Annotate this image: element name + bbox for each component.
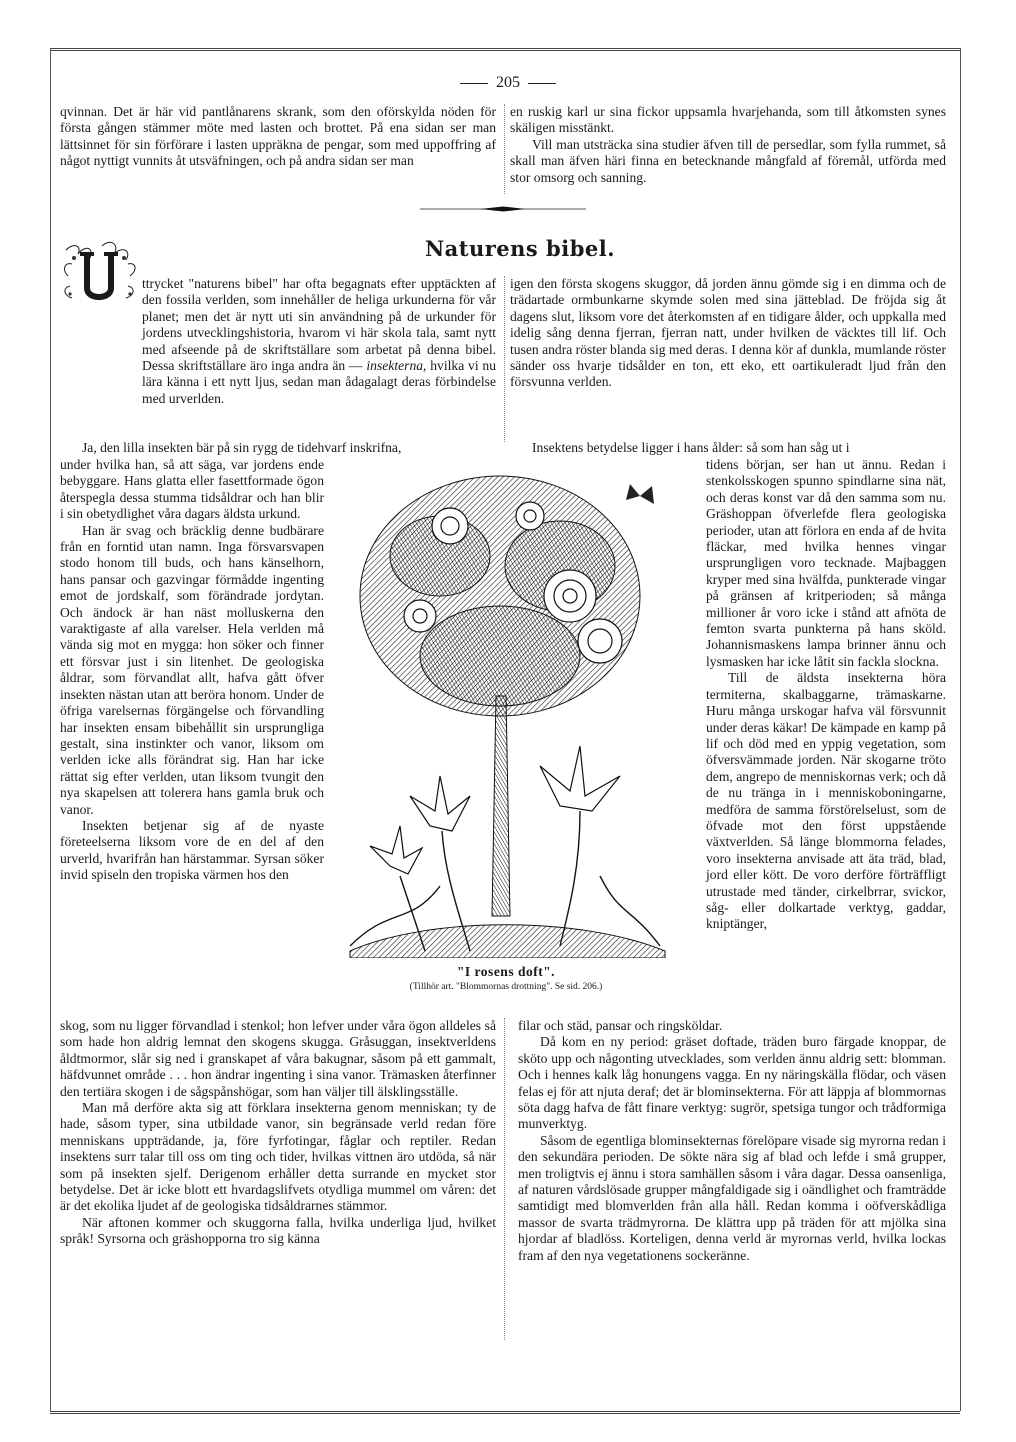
top-left-paragraph: qvinnan. Det är här vid pantlånarens skrank, som den oförskylda nöden för första gången stämmer möte med lasten och brottet. På ena sidan ser man lättsinnet för sin förförare i lasten uppräkna de pengar, som med uppoffring af något nyttigt vunnits åt utsväfningen, och på andra sidan ser man bbox=[60, 104, 496, 169]
bottom-left-column bbox=[60, 1018, 496, 1248]
top-left-column bbox=[60, 104, 496, 170]
bottom-right-paragraph-1: filar och städ, pansar och ringsköldar. bbox=[518, 1018, 723, 1033]
left-narrow-paragraph-2: Han är svag och bräcklig denne budbärare från en forntid utan namn. Inga försvarsvapen stodo honom till buds, och hans känselhorn, hans pansar och gazvingar förmådde ingenting emot de jordskalf, som förändrade jordytan. Och ändock är han näst molluskerna den varaktigaste af alla varelser. Hela verlden må vända sig mot en mygga: hon söker och finner ett försvar just i sin litenhet. De geologiska åldrar, som förvandlat allt, hafva gått öfver insekten nästan utan att beröra honom. Under de öfriga varelsernas förgängelse och förvandling har insekten ensam bibehållit sin ursprungliga gestalt, sina instinkter och vanor, liksom om verlden icke alls förändrat sig. Han har icke rättat sig efter verlden, utan liksom tvungit den nya skapelsen att tolerera hans gamla bruk och vanor. bbox=[60, 522, 324, 817]
bottom-left-paragraph-3: När aftonen kommer och skuggorna falla, hvilka underliga ljud, hvilket språk! Syrsorna och gräshopporna tro sig känna bbox=[60, 1214, 496, 1247]
frame-line-left bbox=[50, 48, 51, 1411]
bottom-left-paragraph-2: Man må derföre akta sig att förklara insekterna genom menniskan; ty de hade, såsom typer, sina utbildade vanor, sin begränsade verld redan före menniskans uppträdande, ja, före fyrfotingar, fåglar och reptiler. Redan insektens surr talar till oss om ting och tider, hvilkas vittnen äro utdöda, så när som på insekten sjelf. Derigenom erhåller detta surrande en mycket stor betydelse. Det är icke blott ett hvardagslifvets otydliga mummel om våren: det är det ekolika ljudet af de geologiska tidsåldrarnes stämmor. bbox=[60, 1100, 496, 1214]
page-number-text: 205 bbox=[496, 74, 520, 91]
frame-line-right bbox=[960, 48, 961, 1411]
right-narrow-paragraph-1: tidens början, ser han ut ännu. Redan i stenkolsskogen spunno spindlarne sina nät, och deras konst var då den samma som nu. Gräshoppan öfverlefde flera geologiska perioder, utan att förlora en enda af de hvita fläckar, med hvilka hennes vingar ursprungligen voro tecknade. Majbaggen kryper med sina hvälfda, punkterade vingar på gränsen af kritperioden; så många millioner år voro icke i stånd att afnöta de femton svarta punkterna på hans sköld. Johannismaskens lampa brinner ännu och lysmasken har icke låtit sin fackla slockna. bbox=[706, 457, 946, 669]
intro-paragraph: ttrycket "naturens bibel" har ofta begagnats efter upptäckten af den fossila verlden, som innehåller de heliga urkunderna för vår planet; men det är nytt uti sin användning på de urkunder för jordens utvecklingshistoria, hvarom vi här skola tala, samt nytt med afseende på de skriftställare som arbetat på denna bibel. Dessa skriftställare äro inga andra än — insekterna, hvilka vi nu lära känna i ett nytt ljus, sedan man ådagalagt deras förbindelse med urverlden. bbox=[142, 276, 496, 406]
rose-tree-illustration bbox=[330, 446, 682, 958]
caption-source: (Tillhör art. "Blommornas drottning". Se sid. 206.) bbox=[409, 982, 603, 992]
illustration-caption bbox=[330, 964, 682, 992]
column-divider-top bbox=[504, 104, 505, 194]
left-narrow-paragraph-1: under hvilka han, så att säga, var jordens ende bebyggare. Hans glatta eller fasettformade ögon återspegla dessa stumma tidsåldrar och han blir i sin obetydlighet våra dagars äldsta urkund. bbox=[60, 457, 324, 522]
top-right-paragraph-2: Vill man utsträcka sina studier äfven till de persedlar, som fylla rummet, så skall man äfven häri finna en betecknande mångfald af föremål, utförda med stor omsorg och sanning. bbox=[510, 136, 946, 185]
bottom-right-paragraph-3: Såsom de egentliga blominsekternas förelöpare visade sig myrorna redan i den sekundära perioden. De sökte nära sig af blad och lefde i små grupper, men troligtvis ej ännu i stora samhällen såsom i våra dagar. Dessa oansenliga, af naturen vårdslösade grupper mångfaldigade sig i oändlighet och framträdde samtidigt med blomverlden från alla håll. Redan komma i oöfverskådliga massor de svarta trädmyrorna. De klättra upp på träden för att mjölka sina hjordar af bladlöss. Korteligen, denna verld är myrornas verld, hvilka lockas fram af den nya vegetationens sockeränne. bbox=[518, 1132, 946, 1263]
ornament-rule bbox=[420, 206, 586, 212]
left-line-text: Ja, den lilla insekten bär på sin rygg de tidehvarf inskrifna, bbox=[82, 440, 402, 455]
column-divider-bottom bbox=[504, 1018, 505, 1340]
left-narrow-column bbox=[60, 457, 324, 884]
bottom-right-column bbox=[518, 1018, 946, 1264]
article-title: Naturens bibel. bbox=[424, 236, 616, 261]
caption-title: "I rosens doft". bbox=[456, 964, 556, 979]
bottom-left-paragraph-1: skog, som nu ligger förvandlad i stenkol; hon lefver under våra ögon alldeles så som hade hon aldrig lemnat den skogens skugga. Gråsuggan, insektverldens åldtmormor, slår sig ned i granskapet af våra bakugnar, såsom på ett gammalt, häfdvunnet område . . . hon ändrar ingenting i sina vanor. Trämasken återfinner den tertiära skogen i de sågspånshögar, som han väljer till älsklingsställe. bbox=[60, 1018, 496, 1099]
top-right-paragraph-1: en ruskig karl ur sina fickor uppsamla hvarjehanda, som till åtkomsten synes skäligen misstänkt. bbox=[510, 104, 946, 136]
left-narrow-paragraph-3: Insekten betjenar sig af de nyaste företeelserna liksom vore de en del af den urverld, hvarifrån han härstammar. Syrsan söker invid spiseln den tropiska värmen hos den bbox=[60, 817, 324, 883]
column-divider-intro bbox=[504, 276, 505, 442]
right-line-text: Insektens betydelse ligger i hans ålder: så som han såg ut i bbox=[532, 440, 850, 455]
bottom-right-paragraph-2: Då kom en ny period: gräset doftade, träden buro färgade knoppar, de sköto upp och någonting utvecklades, som verlden ännu aldrig sett: blomman. Och i hennes kalk låg honungens vagga. En ny näringskälla flödar, och väsen felas ej för att njuta deraf; det är blominsekterna. För att läppja af blommornas söta dagg hafva de fått finare verktyg: sugrör, spetsiga tungor och trådformiga munverktyg. bbox=[518, 1034, 946, 1132]
top-right-column bbox=[510, 104, 946, 186]
intro-left bbox=[60, 276, 496, 407]
intro-right-paragraph: igen den första skogens skuggor, då jorden ännu gömde sig i en dimma och de trädartade ormbunkarne skymde solen med sina jätteblad. De fröjda sig åt dagens slut, liksom vore det återkomsten af en tidigare ålder, och uppkalla med idelig sång denna fjerran, fjerran natt, under hvilken de väcktes till lif. Och tusen andra röster blanda sig med deras. I denna kör af dunkla, mumlande röster sänder oss hvarje tidsålder en ton, ett eko, ett oartikuleradt ljud från den försvunna verlden. bbox=[510, 276, 946, 390]
page-number bbox=[0, 74, 1016, 92]
right-narrow-column bbox=[706, 457, 946, 933]
right-narrow-paragraph-2: Till de äldsta insekterna höra termiterna, skalbaggarne, trämaskarne. Huru många urskogar hafva väl försvunnit under deras käkar! De kämpade en kamp på lif och död med en yppig vegetation, som öfversvämmade jorden. När skogarne tröto dem, angrepo de menniskornas verk; och då de nu tränga in i menniskoboningarne, medföra de samma förstörelselust, som de öfvade mot den först uppstående växtverlden. Så länge blommorna felades, voro insekterna anvisade att äta träd, blad, jord eller kött. De voro derföre förträffligt utrustade med tänder, cirkelbrrar, svickor, såg- eller dolkartade verktyg, gaddar, kniptänger, bbox=[706, 670, 946, 932]
intro-right bbox=[510, 276, 946, 391]
